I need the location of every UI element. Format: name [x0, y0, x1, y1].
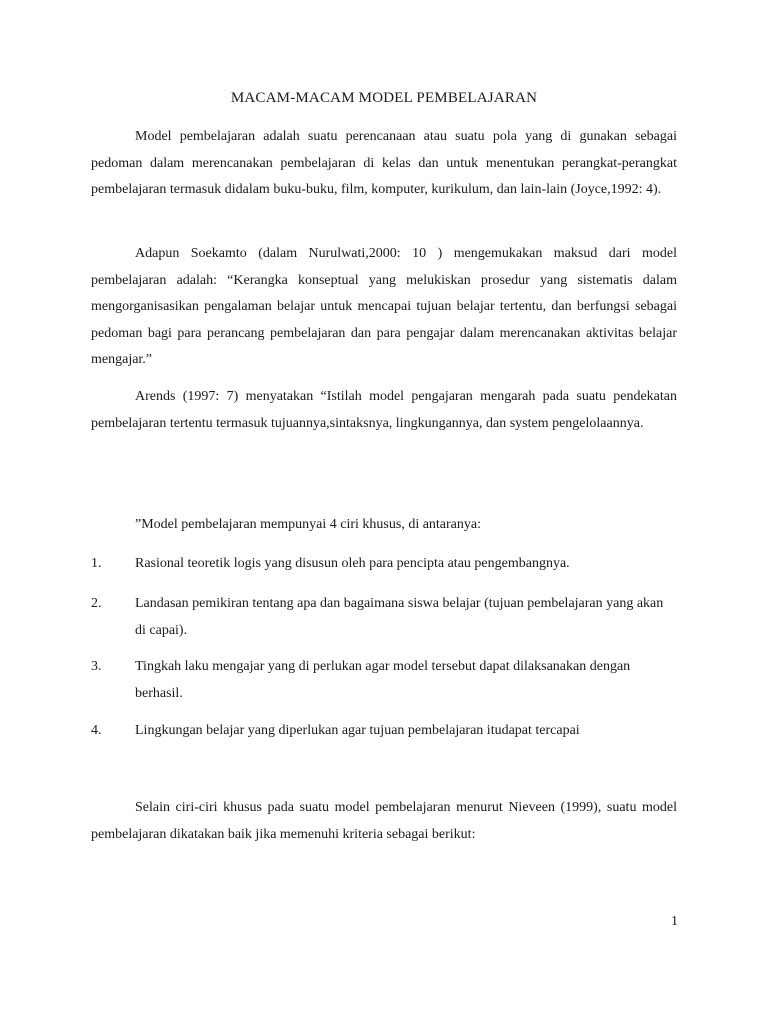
paragraph-definition: Model pembelajaran adalah suatu perencanaan atau suatu pola yang di gunakan sebagai pedoman dalam merencanakan pembelajaran di kelas dan untuk menentukan perangkat-perangkat pembelajaran termasuk didalam buku-buku, film, komputer, kurikulum, dan lain-lain (Joyce,1992: 4). [91, 129, 677, 197]
list-item-text: Lingkungan belajar yang diperlukan agar tujuan pembelajaran itudapat tercapai [135, 723, 580, 738]
paragraph-nieveen: Selain ciri-ciri khusus pada suatu model pembelajaran menurut Nieveen (1999), suatu model pembelajaran dikatakan baik jika memenuhi kriteria sebagai berikut: [91, 800, 677, 842]
document-title: MACAM-MACAM MODEL PEMBELAJARAN [230, 90, 538, 106]
list-item [91, 591, 677, 644]
list-item-number: 3. [91, 659, 102, 674]
list-item-text: Tingkah laku mengajar yang di perlukan agar model tersebut dapat dilaksanakan dengan berhasil. [135, 659, 631, 701]
list-item-text: Landasan pemikiran tentang apa dan bagaimana siswa belajar (tujuan pembelajaran yang akan di capai). [135, 596, 664, 638]
list-item-number: 2. [91, 596, 102, 611]
paragraph-soekamto: Adapun Soekamto (dalam Nurulwati,2000: 10 ) mengemukakan maksud dari model pembelajaran adalah: “Kerangka konseptual yang melukiskan prosedur yang sistematis dalam mengorganisasikan pengalaman belajar untuk mencapai tujuan belajar tertentu, dan berfungsi sebagai pedoman bagi para perancang pembelajaran dan para pengajar dalam merencanakan aktivitas belajar mengajar.” [91, 246, 677, 367]
paragraph-list-intro: ”Model pembelajaran mempunyai 4 ciri khusus, di antaranya: [135, 517, 482, 532]
list-item [91, 718, 677, 745]
list-item [91, 654, 677, 707]
paragraph-arends: Arends (1997: 7) menyatakan “Istilah model pengajaran mengarah pada suatu pendekatan pembelajaran tertentu termasuk tujuannya,sintaksnya, lingkungannya, dan system pengelolaannya. [91, 389, 677, 431]
list-item-text: Rasional teoretik logis yang disusun oleh para pencipta atau pengembangnya. [135, 556, 570, 571]
list-item-number: 4. [91, 723, 102, 738]
list-item [91, 551, 677, 578]
page-number: 1 [671, 914, 678, 929]
list-item-number: 1. [91, 556, 102, 571]
